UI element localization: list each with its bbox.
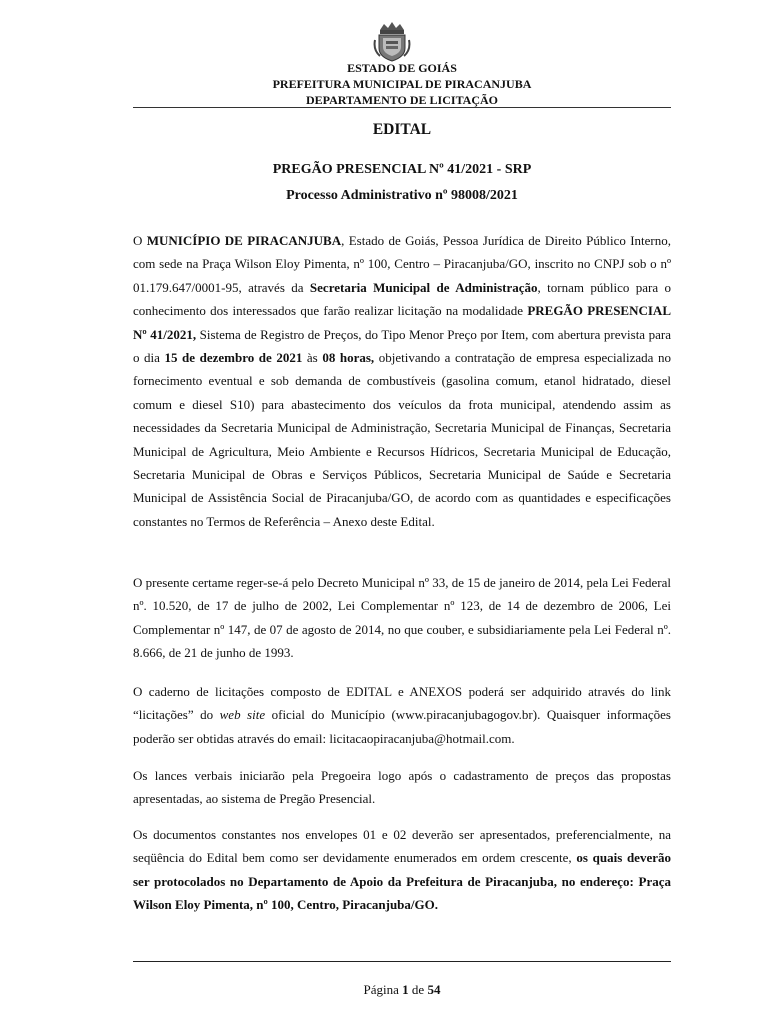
processo-heading: Processo Administrativo nº 98008/2021 <box>286 188 518 203</box>
p1-text-1: O <box>133 233 147 248</box>
p1-text-6: objetivando a contratação de empresa especializada no fornecimento eventual e sob demanda de combustíveis (gasolina comum, etanol hidratado, diesel comum e diesel S10) para abastecimento dos veículos da frota municipal, atendendo assim as necessidades da Secretaria Municipal de Administração, Secretaria Municipal de Finanças, Secretaria Municipal de Agricultura, Meio Ambiente e Recursos Hídricos, Secretaria Municipal de Educação, Secretaria Municipal de Obras e Serviços Públicos, Secretaria Municipal de Saúde e Secretaria Municipal de Assistência Social de Piracanjuba/GO, de acordo com as quantidades e especificações constantes no Termos de Referência – Anexo deste Edital. <box>133 350 671 529</box>
municipal-coat-of-arms-icon <box>372 20 412 62</box>
p3-text-1: O caderno de licitações composto de EDITAL e ANEXOS poderá ser adquirido através do link “licitações” do <box>133 684 671 723</box>
p3-text-2: oficial do Município (www.piracanjubagogov.br). Quaisquer informações poderão ser obtidas através do email: licitacaopiracanjuba@hotmail.com. <box>133 707 671 746</box>
p5-text-1: Os documentos constantes nos envelopes 01 e 02 deverão ser apresentados, preferencialmente, na seqüência do Edital bem como ser devidamente enumerados em ordem crescente, <box>133 827 671 866</box>
of-label: de <box>408 982 428 997</box>
document-header <box>133 60 671 108</box>
pregao-heading: PREGÃO PRESENCIAL Nº 41/2021 - SRP <box>272 162 532 177</box>
header-state: ESTADO DE GOIÁS <box>347 61 457 75</box>
footer-divider <box>133 961 671 962</box>
header-department: DEPARTAMENTO DE LICITAÇÃO <box>305 93 499 107</box>
header-divider <box>133 107 671 108</box>
paragraph-legal-basis: O presente certame reger-se-á pelo Decreto Municipal nº 33, de 15 de janeiro de 2014, pela Lei Federal nº. 10.520, de 17 de julho de 2002, Lei Complementar nº 123, de 14 de dezembro de 2006, Lei Complementar nº 147, de 07 de agosto de 2014, no que couber, e subsidiariamente pela Lei Federal nº. 8.666, de 21 de junho de 1993. <box>133 575 671 661</box>
p1-text-4: Sistema de Registro de Preços, do Tipo Menor Preço por Item, com abertura prevista para o dia <box>133 326 671 366</box>
p3-italic-1: web site <box>219 707 266 723</box>
page-footer <box>133 982 671 998</box>
paragraph-verbal-bids: Os lances verbais iniciarão pela Pregoeira logo após o cadastramento de preços das propostas apresentadas, ao sistema de Pregão Presencial. <box>133 768 671 807</box>
p1-bold-4: 15 de dezembro de 2021 <box>164 350 303 366</box>
document-title: EDITAL <box>372 121 432 138</box>
p1-bold-1: MUNICÍPIO DE PIRACANJUBA <box>146 233 342 248</box>
paragraph-intro <box>133 229 671 533</box>
paragraph-envelopes <box>133 823 671 917</box>
p1-bold-5: 08 horas, <box>322 350 375 366</box>
p1-text-2: , Estado de Goiás, Pessoa Jurídica de Direito Público Interno, com sede na Praça Wilson Eloy Pimenta, nº 100, Centro – Piracanjuba/GO, inscrito no CNPJ sob o nº 01.179.647/0001-95, através da <box>133 233 671 295</box>
p1-text-5: às <box>302 350 323 366</box>
p1-bold-3: PREGÃO PRESENCIAL Nº 41/2021, <box>133 303 671 342</box>
page-number: 1 <box>402 982 409 997</box>
paragraph-documents-access <box>133 680 671 750</box>
p5-bold-1: os quais deverão ser protocolados no Departamento de Apoio da Prefeitura de Piracanjuba, no endereço: Praça Wilson Eloy Pimenta, nº 100, Centro, Piracanjuba/GO. <box>133 850 671 913</box>
p1-bold-2: Secretaria Municipal de Administração <box>309 279 538 295</box>
total-pages: 54 <box>427 982 441 997</box>
page-label: Página <box>363 982 403 997</box>
p1-text-3: , tornam público para o conhecimento dos interessados que farão realizar licitação na modalidade <box>133 279 671 319</box>
header-prefecture: PREFEITURA MUNICIPAL DE PIRACANJUBA <box>272 77 532 91</box>
